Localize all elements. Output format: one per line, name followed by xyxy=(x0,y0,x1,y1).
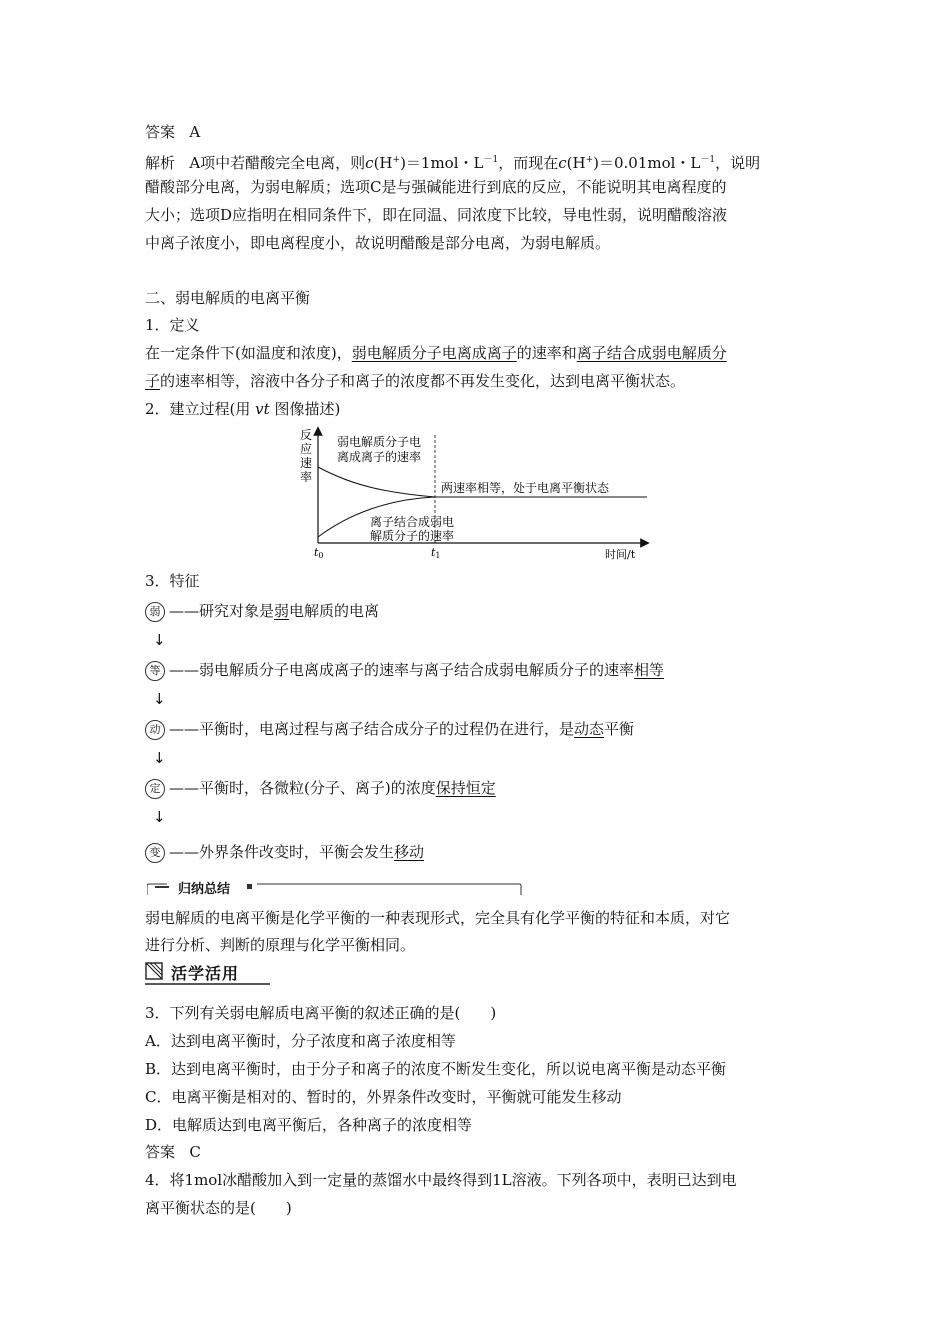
definition-heading: 1．定义 xyxy=(145,316,200,334)
feature-text: 平衡 xyxy=(604,720,635,738)
answer-value: C xyxy=(189,1143,201,1161)
q3-option-d: D．电解质达到电离平衡后，各种离子的浓度相等 xyxy=(145,1116,473,1134)
summary-line-2: 进行分析、判断的原理与化学平衡相同。 xyxy=(145,936,416,954)
analysis-text: (H xyxy=(566,154,586,172)
down-arrow-icon: ↓ xyxy=(153,631,166,649)
superscript: －1 xyxy=(700,155,716,165)
y-axis-label-4: 率 xyxy=(300,470,313,484)
t1-tick-label: t1 xyxy=(431,546,441,560)
summary-line-1: 弱电解质的电离平衡是化学平衡的一种表现形式，完全具有化学平衡的特征和本质，对它 xyxy=(145,909,731,927)
q3-option-b: B．达到电离平衡时，由于分子和离子的浓度不断发生变化，所以说电离平衡是动态平衡 xyxy=(145,1060,727,1078)
feature-underlined: 弱 xyxy=(274,602,290,620)
feature-underlined: 相等 xyxy=(634,661,665,679)
ionization-curve-label-1: 弱电解质分子电 xyxy=(337,435,422,449)
equilibrium-label: 两速率相等，处于电离平衡状态 xyxy=(441,481,610,495)
process-heading-text: 2．建立过程(用 xyxy=(145,400,251,418)
q3-answer xyxy=(145,1142,201,1162)
features-heading: 3．特征 xyxy=(145,572,200,590)
conc-symbol: c xyxy=(558,154,567,172)
feature-text: ——平衡时，电离过程与离子结合成分子的过程仍在进行，是 xyxy=(169,720,575,738)
x-axis-label: 时间/t xyxy=(605,548,636,561)
section-title: 二、弱电解质的电离平衡 xyxy=(145,289,311,307)
conc-symbol: c xyxy=(365,154,374,172)
y-axis-label-1: 反 xyxy=(300,428,313,442)
question-4-line-1: 4．将1mol冰醋酸加入到一定量的蒸馏水中最终得到1L溶液。下列各项中，表明已达到电 xyxy=(145,1171,737,1189)
feature-item-constant xyxy=(145,778,496,799)
change-circle-icon: 变 xyxy=(145,843,165,863)
q3-option-a: A．达到电离平衡时，分子浓度和离子浓度相等 xyxy=(145,1032,456,1050)
feature-item-equal xyxy=(145,660,664,681)
down-arrow-icon: ↓ xyxy=(153,808,166,826)
summary-title: 归纳总结 xyxy=(175,878,233,897)
feature-text: 电解质的电离 xyxy=(289,602,380,620)
analysis-text: ，而现在 xyxy=(498,154,559,172)
underlined-term: 弱电解质分子电离成离子 xyxy=(351,344,517,362)
question-3: 3．下列有关弱电解质电离平衡的叙述正确的是( ) xyxy=(145,1004,497,1022)
analysis-text: )＝1mol・L xyxy=(400,154,484,172)
constant-circle-icon: 定 xyxy=(145,779,165,799)
definition-text: 的速率和 xyxy=(516,344,577,362)
definition-text: 的速率相等，溶液中各分子和离子的浓度都不再发生变化，达到电离平衡状态。 xyxy=(160,372,686,390)
ionization-rate-curve xyxy=(318,467,435,497)
feature-text: ——外界条件改变时，平衡会发生 xyxy=(169,843,395,861)
practice-title: 活学活用 xyxy=(171,964,240,983)
rate-time-graph xyxy=(295,425,655,565)
equal-circle-icon: 等 xyxy=(145,661,165,681)
feature-text: ——平衡时，各微粒(分子、离子)的浓度 xyxy=(169,779,436,797)
q3-option-c: C．电离平衡是相对的、暂时的，外界条件改变时，平衡就可能发生移动 xyxy=(145,1088,622,1106)
weak-circle-icon: 弱 xyxy=(145,602,165,622)
process-heading-text: 图像描述) xyxy=(274,400,341,418)
answer-label: 答案 xyxy=(145,123,176,141)
feature-underlined: 动态 xyxy=(574,720,605,738)
feature-underlined: 保持恒定 xyxy=(435,779,496,797)
feature-underlined: 移动 xyxy=(394,843,425,861)
analysis-text: (H xyxy=(373,154,393,172)
superscript: + xyxy=(585,155,594,165)
recombination-curve-label-2: 解质分子的速率 xyxy=(370,529,455,543)
analysis-label: 解析 xyxy=(145,154,176,172)
dynamic-circle-icon: 动 xyxy=(145,720,165,740)
definition-line-1 xyxy=(145,343,727,363)
process-heading-vt: vt xyxy=(250,400,275,418)
definition-text: 在一定条件下(如温度和浓度)， xyxy=(145,344,352,362)
feature-text: ——弱电解质分子电离成离子的速率与离子结合成弱电解质分子的速率 xyxy=(169,661,635,679)
analysis-text: A项中若醋酸完全电离，则 xyxy=(189,154,366,172)
down-arrow-icon: ↓ xyxy=(153,690,166,708)
underlined-term: 离子结合成弱电解质分 xyxy=(576,344,727,362)
ionization-curve-label-2: 离成离子的速率 xyxy=(337,450,422,464)
analysis-text: )＝0.01mol・L xyxy=(593,154,701,172)
question-4-line-2: 离平衡状态的是( ) xyxy=(145,1199,292,1217)
feature-item-weak xyxy=(145,601,379,622)
superscript: －1 xyxy=(483,155,499,165)
underlined-term: 子 xyxy=(145,372,161,390)
down-arrow-icon: ↓ xyxy=(153,749,166,767)
y-axis-label-2: 应 xyxy=(300,442,313,456)
feature-text: ——研究对象是 xyxy=(169,602,275,620)
t0-tick-label: t0 xyxy=(314,546,324,560)
answer-line xyxy=(145,122,200,142)
process-heading xyxy=(145,399,340,419)
analysis-text: ，说明 xyxy=(715,154,761,172)
analysis-line-1 xyxy=(145,150,760,173)
answer-label: 答案 xyxy=(145,1143,176,1161)
practice-header xyxy=(145,961,270,987)
y-axis-label-3: 速 xyxy=(300,456,313,470)
analysis-line-4: 中离子浓度小，即电离程度小，故说明醋酸是部分电离，为弱电解质。 xyxy=(145,234,611,252)
superscript: + xyxy=(392,155,401,165)
analysis-line-3: 大小；选项D应指明在相同条件下，即在同温、同浓度下比较，导电性弱，说明醋酸溶液 xyxy=(145,206,728,224)
summary-header xyxy=(147,877,522,897)
feature-item-dynamic xyxy=(145,719,634,740)
analysis-line-2: 醋酸部分电离，为弱电解质；选项C是与强碱能进行到底的反应，不能说明其电离程度的 xyxy=(145,178,727,196)
answer-value: A xyxy=(189,123,201,141)
definition-line-2 xyxy=(145,371,685,391)
recombination-curve-label-1: 离子结合成弱电 xyxy=(370,515,455,529)
feature-item-change xyxy=(145,842,424,863)
